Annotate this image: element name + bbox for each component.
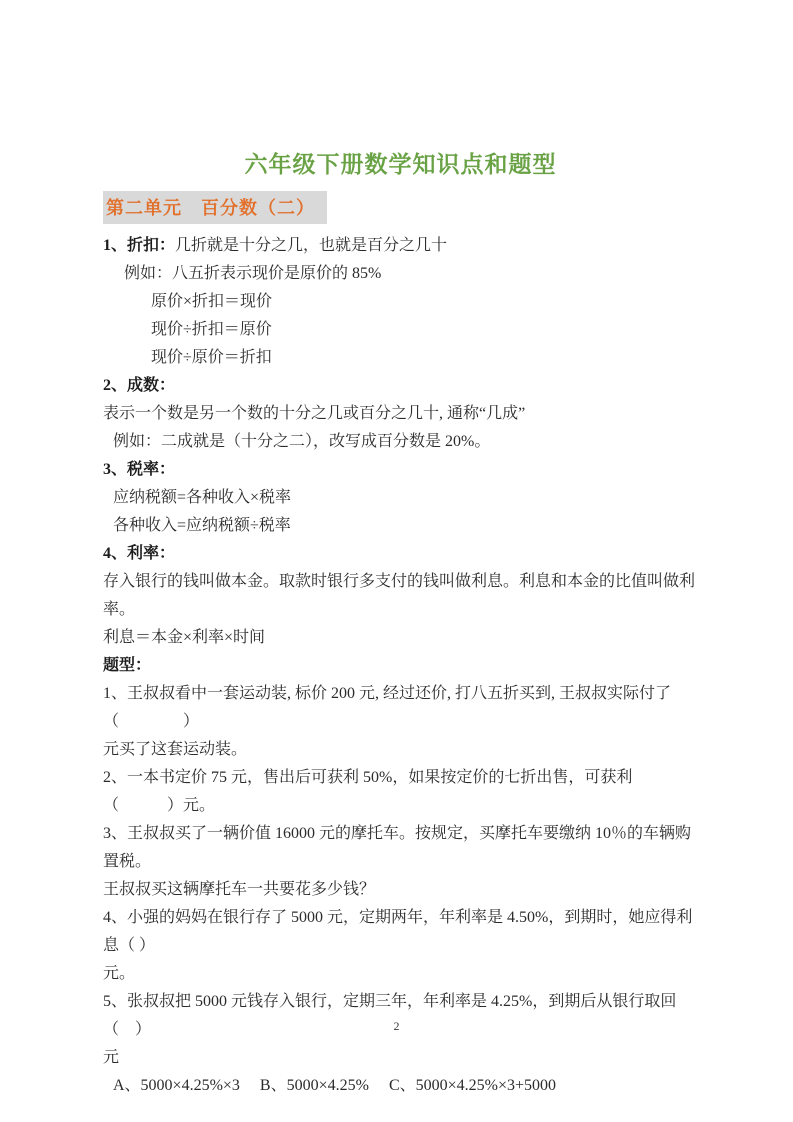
tax-formula-1: 应纳税额=各种收入×税率 (113, 489, 292, 506)
discount-formula-3: 现价÷原价＝折扣 (151, 349, 272, 366)
page-number: 2 (393, 1019, 400, 1033)
problem-3-line-2: 王叔叔买这辆摩托车一共要花多少钱？ (103, 881, 376, 898)
knowledge-point-tax-rate (103, 456, 698, 484)
knowledge-point-discount-label: 1、折扣： (103, 237, 176, 254)
interest-definition: 存入银行的钱叫做本金。取款时银行多支付的钱叫做利息。利息和本金的比值叫做利率。 (103, 573, 696, 618)
problem-1-line-2: 元买了这套运动装。 (103, 741, 248, 758)
knowledge-point-discount-text: 几折就是十分之几，也就是百分之几十 (175, 237, 448, 254)
problems-heading-label: 题型： (103, 657, 152, 674)
knowledge-point-discount (103, 232, 698, 260)
chengshu-example: 例如：二成就是（十分之二），改写成百分数是 20%。 (113, 433, 491, 450)
problem-5-line-1: 5、张叔叔把 5000 元钱存入银行，定期三年，年利率是 4.25%，到期后从银行取回（ ） (103, 993, 677, 1038)
chengshu-definition: 表示一个数是另一个数的十分之几或百分之几十, 通称“几成” (103, 405, 526, 422)
knowledge-point-tax-rate-label: 3、税率： (103, 461, 176, 478)
problem-4-line-2: 元。 (103, 965, 136, 982)
section-header-unit2: 第二单元 百分数（二） (103, 191, 327, 224)
document-content (103, 146, 698, 1100)
discount-formula-2: 现价÷折扣＝原价 (151, 321, 272, 338)
problem-4-line-1: 4、小强的妈妈在银行存了 5000 元，定期两年，年利率是 4.50%，到期时，她应得利息（ ） (103, 909, 693, 954)
knowledge-point-chengshu-label: 2、成数： (103, 377, 176, 394)
tax-formula-2: 各种收入=应纳税额÷税率 (113, 517, 291, 534)
knowledge-point-chengshu (103, 372, 698, 400)
knowledge-point-interest-rate (103, 540, 698, 568)
problem-3-line-1: 3、王叔叔买了一辆价值 16000 元的摩托车。按规定，买摩托车要缴纳 10％的车辆购置税。 (103, 825, 692, 870)
discount-formula-1: 原价×折扣＝现价 (151, 293, 273, 310)
knowledge-point-interest-rate-label: 4、利率： (103, 545, 176, 562)
problem-1-line-1: 1、王叔叔看中一套运动装, 标价 200 元, 经过还价, 打八五折买到, 王叔叔实际付了（ ） (103, 685, 672, 730)
problem-5-options: A、5000×4.25%×3 B、5000×4.25% C、5000×4.25%×3+5000 (113, 1077, 557, 1094)
problem-5-line-2: 元 (103, 1049, 120, 1066)
discount-example: 例如：八五折表示现价是原价的 85% (124, 265, 382, 282)
interest-formula: 利息＝本金×利率×时间 (103, 629, 266, 646)
problems-heading (103, 652, 698, 680)
page-title: 六年级下册数学知识点和题型 (244, 151, 557, 177)
problem-2: 2、一本书定价 75 元，售出后可获利 50%，如果按定价的七折出售，可获利（ ）元。 (103, 769, 633, 814)
